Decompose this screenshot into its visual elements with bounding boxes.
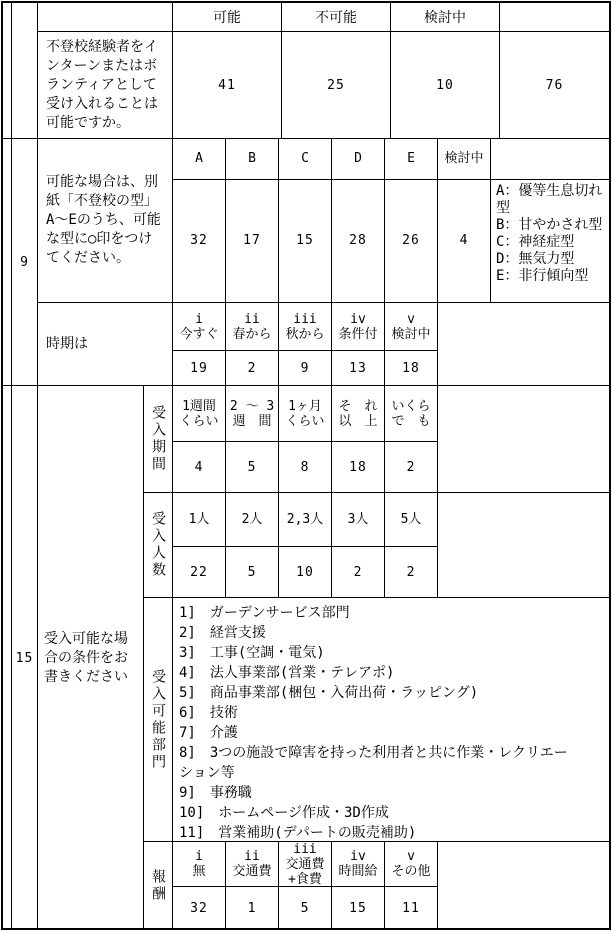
list-item: 9] 事務職 [179, 785, 252, 801]
list-item: 6] 技術 [179, 705, 238, 721]
value-cell: 2 [385, 547, 438, 597]
value-cell: 32 [173, 180, 226, 302]
departments-vertical-label: 受入可能部門 [144, 598, 173, 841]
value-cell: 5 [226, 442, 279, 492]
list-item: 4] 法人事業部(営業・テレアポ) [179, 665, 395, 681]
departments-list [173, 598, 609, 841]
value-cell: 8 [279, 442, 332, 492]
value-cell: 2 [226, 351, 279, 385]
list-item: 2] 経営支援 [179, 625, 266, 641]
value-cell: 15 [332, 887, 385, 930]
header-blank-cell [38, 3, 173, 31]
value-cell: 22 [173, 547, 226, 597]
value-cell: 76 [545, 77, 564, 93]
header-cell: ii 交通費 [226, 842, 279, 886]
header-cell: iii 秋から [279, 303, 332, 350]
value-cell: 13 [332, 351, 385, 385]
header-row [38, 3, 609, 32]
header-cell: 1ヶ月 くらい [279, 386, 332, 441]
q9-type-question-text: 可能な場合は、別紙「不登校の型」A～Eのうち、可能な型に○印をつけてください。 [46, 174, 161, 266]
header-cell: i 今すぐ [173, 303, 226, 350]
list-item: 5] 商品事業部(梱包・入荷出荷・ラッピング) [179, 685, 479, 701]
value-cell: 10 [279, 547, 332, 597]
q9-type-header-row [173, 139, 609, 180]
header-cell: D [332, 139, 385, 179]
value-cell: 5 [279, 887, 332, 930]
header-cell: 2 ～ 3 週 間 [226, 386, 279, 441]
block-top [3, 3, 609, 139]
header-cell: A [173, 139, 226, 179]
left-margin-cell [3, 386, 12, 930]
period-vertical-label: 受入期間 [144, 386, 173, 492]
header-cell: そ れ 以 上 [332, 386, 385, 441]
block-q9 [3, 139, 609, 386]
header-cell: iv 条件付 [332, 303, 385, 350]
value-cell: 15 [279, 180, 332, 302]
q15-period-subrow [144, 386, 609, 493]
q15-period-value-row [173, 442, 438, 492]
header-cell: 3人 [332, 493, 385, 546]
q15-reward-value-row [173, 887, 438, 930]
value-cell: 28 [332, 180, 385, 302]
question15-text: 受入可能な場合の条件をお書きください [44, 630, 128, 685]
header-cell-impossible: 不可能 [282, 3, 391, 31]
value-cell: 25 [282, 32, 391, 138]
header-cell: v その他 [385, 842, 438, 886]
header-cell: 2,3人 [279, 493, 332, 546]
value-cell: 2 [385, 442, 438, 492]
q15-headcount-value-row [173, 547, 438, 597]
q9-type-subrow [38, 139, 609, 303]
left-margin-cell [3, 3, 12, 138]
blank-cell [438, 493, 609, 597]
q9-timing-question-text: 時期は [46, 335, 88, 352]
left-margin-cell [3, 139, 12, 385]
value-cell: 2 [332, 547, 385, 597]
value-cell: 10 [391, 32, 500, 138]
list-item: 10] ホームページ作成・3D作成 [179, 805, 389, 821]
header-cell: i 無 [173, 842, 226, 886]
q9-timing-question-cell [38, 303, 173, 385]
value-cell: 32 [173, 887, 226, 930]
header-cell: iii 交通費 +食費 [279, 842, 332, 886]
value-cell: 11 [385, 887, 438, 930]
header-cell: iv 時間給 [332, 842, 385, 886]
q9-type-question-cell [38, 139, 173, 302]
question9-number: 9 [12, 139, 38, 385]
header-cell: C [279, 139, 332, 179]
question15-text-cell [38, 386, 144, 930]
block-q15 [3, 386, 609, 930]
header-cell: 検討中 [438, 139, 491, 179]
question1-text: 不登校経験者をインターンまたはボランティアとして受け入れることは可能ですか。 [46, 38, 158, 131]
list-item: 3] 工事(空調・電気) [179, 645, 325, 661]
q9-timing-header-row [173, 303, 438, 351]
blank-cell [438, 303, 609, 385]
reward-vertical-label: 報酬 [144, 842, 173, 930]
list-item: 8] 3つの施設で障害を持った利用者と共に作業・レクリエーション等 [179, 745, 568, 781]
header-cell: 1週間 くらい [173, 386, 226, 441]
value-cell: 1 [226, 887, 279, 930]
q15-reward-subrow [144, 842, 609, 930]
type-legend: A：優等生息切れ型 B：甘やかされ型 C：神経症型 D：無気力型 E：非行傾向型 [496, 182, 603, 284]
list-item: 11] 営業補助(デパートの販売補助) [179, 825, 417, 841]
value-cell: 4 [173, 442, 226, 492]
blank-cell [438, 842, 609, 930]
value-cell: 41 [173, 32, 282, 138]
value-cell: 26 [385, 180, 438, 302]
list-item: 1] ガーデンサービス部門 [179, 605, 350, 621]
q15-period-header-row [173, 386, 438, 442]
value-cell: 19 [173, 351, 226, 385]
q15-headcount-header-row [173, 493, 438, 547]
header-cell-total [500, 3, 609, 31]
survey-table [1, 1, 611, 930]
header-cell: いくら で も [385, 386, 438, 441]
question1-text-cell [38, 32, 173, 138]
list-item: 7] 介護 [179, 725, 238, 741]
q15-headcount-subrow [144, 493, 609, 598]
legend-header-blank-cell [491, 139, 609, 179]
question1-row [38, 32, 609, 138]
headcount-vertical-label: 受入人数 [144, 493, 173, 597]
header-cell: 2人 [226, 493, 279, 546]
q15-departments-subrow [144, 598, 609, 842]
question-number-cell [12, 3, 38, 138]
blank-cell [438, 386, 609, 492]
header-cell: B [226, 139, 279, 179]
q9-timing-subrow [38, 303, 609, 385]
header-cell-considering: 検討中 [391, 3, 500, 31]
header-cell-possible: 可能 [173, 3, 282, 31]
value-cell: 5 [226, 547, 279, 597]
header-cell: 5人 [385, 493, 438, 546]
q15-reward-header-row [173, 842, 438, 887]
header-cell: v 検討中 [385, 303, 438, 350]
q9-timing-value-row [173, 351, 438, 385]
value-cell: 9 [279, 351, 332, 385]
value-cell: 4 [438, 180, 491, 302]
value-cell: 17 [226, 180, 279, 302]
value-cell: 18 [332, 442, 385, 492]
header-cell: ii 春から [226, 303, 279, 350]
header-cell: E [385, 139, 438, 179]
header-cell: 1人 [173, 493, 226, 546]
question15-number: 15 [12, 386, 38, 930]
value-cell: 18 [385, 351, 438, 385]
q9-type-value-row [173, 180, 609, 302]
